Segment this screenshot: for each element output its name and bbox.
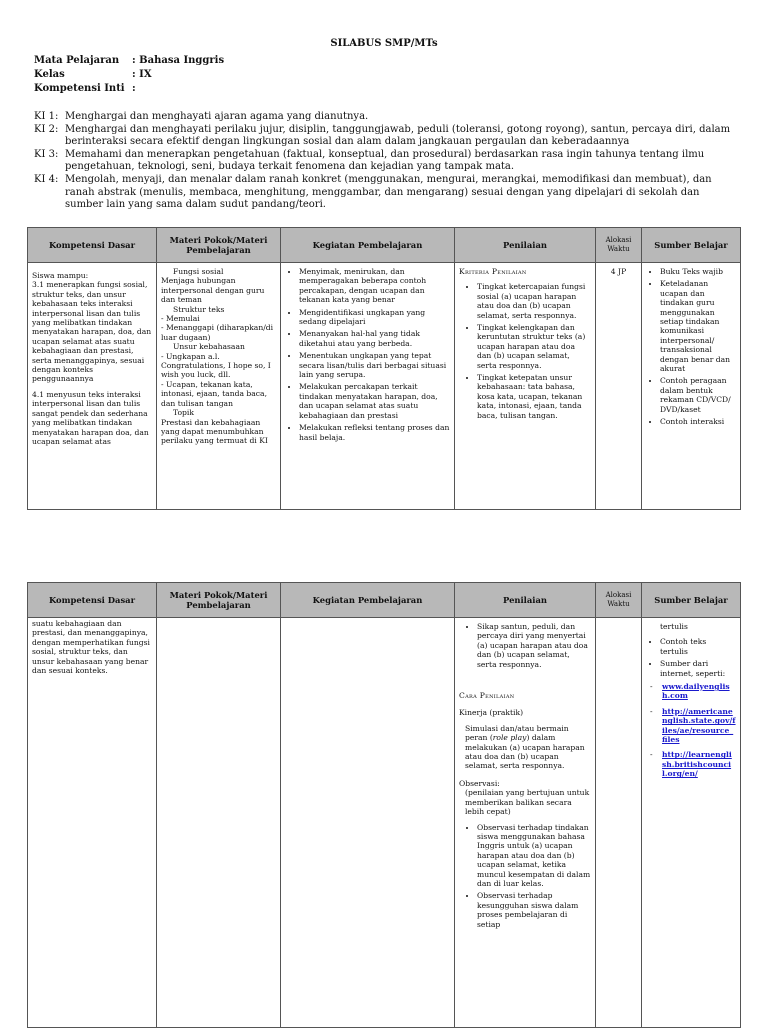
meta-core-competence bbox=[34, 82, 224, 96]
table-header-row bbox=[28, 583, 741, 618]
ki-text: Menghargai dan menghayati perilaku jujur, disiplin, tanggungjawab, peduli (toleransi, gotong royong), santun, percaya diri, dalam berinteraksi secara efektif dengan lingkungan sosial dan alam dalam jangkauan pergaulan dan keberadaannya bbox=[65, 123, 731, 148]
column-header: Penilaian bbox=[455, 228, 596, 263]
alokasi-cell bbox=[596, 618, 642, 1028]
link-item bbox=[650, 707, 736, 745]
materi-heading: Topik bbox=[173, 408, 194, 418]
sumber-text: tertulis bbox=[660, 622, 688, 631]
dash-bullet: - bbox=[650, 750, 653, 760]
meta-key: Kompetensi Inti bbox=[34, 83, 125, 94]
kd-text: suatu kebahagiaan dan prestasi, dan menanggapinya, dengan memperhatikan fungsi sosial, struktur teks, dan unsur kebahasaan yang benar dan sesuai konteks. bbox=[32, 619, 150, 676]
list-item: • Menentukan ungkapan yang tepat secara lisan/tulis dari berbagai situasi lain yang serupa. bbox=[299, 351, 450, 379]
ki-label: KI 3: bbox=[34, 148, 59, 160]
kd-cell bbox=[28, 263, 157, 510]
materi-cell bbox=[157, 263, 281, 510]
list-item: • Contoh peragaan dalam bentuk rekaman CD/VCD/ DVD/kaset bbox=[660, 376, 736, 414]
column-header: Kegiatan Pembelajaran bbox=[281, 583, 455, 618]
table-row bbox=[28, 263, 741, 510]
kegiatan-cell bbox=[281, 263, 455, 510]
role-play-term: role play bbox=[492, 733, 527, 743]
link-list bbox=[646, 682, 736, 779]
syllabus-table-1 bbox=[27, 227, 741, 510]
link-item bbox=[650, 750, 736, 778]
resource-link[interactable]: http://learnenglish.britishcouncil.org/en/ bbox=[662, 750, 732, 779]
materi-heading: Fungsi sosial bbox=[173, 267, 224, 276]
link-item bbox=[650, 682, 736, 701]
simulasi-part: Simulasi dan/atau bermain peran ( bbox=[465, 723, 569, 743]
ki-text: Menghargai dan menghayati ajaran agama yang dianutnya. bbox=[65, 111, 369, 122]
ki-item bbox=[34, 111, 734, 124]
meta-key: Kelas bbox=[34, 69, 65, 80]
meta-subject bbox=[34, 54, 224, 68]
materi-heading: Unsur kebahasaan bbox=[173, 342, 245, 352]
list-item: • Melakukan refleksi tentang proses dan hasil belaja. bbox=[299, 423, 450, 442]
materi-text: Menjaga hubungan interpersonal dengan guru dan teman bbox=[161, 276, 265, 305]
document-meta bbox=[34, 54, 224, 96]
syllabus-table-2 bbox=[27, 582, 741, 1028]
list-item: • Contoh interaksi bbox=[660, 417, 736, 426]
column-header: Materi Pokok/Materi Pembelajaran bbox=[157, 228, 281, 263]
alokasi-value: 4 JP bbox=[610, 267, 627, 276]
column-header: Sumber Belajar bbox=[642, 228, 741, 263]
ki-item bbox=[34, 149, 734, 174]
list-item: • Observasi terhadap kesungguhan siswa dalam proses pembelajaran di setiap bbox=[477, 891, 591, 929]
meta-key: Mata Pelajaran bbox=[34, 55, 120, 66]
sumber-list bbox=[646, 267, 736, 427]
list-item: • Keteladanan ucapan dan tindakan guru menggunakan setiap tindakan komunikasi interpersonal/ transaksional dengan benar dan akurat bbox=[660, 279, 736, 373]
list-item: • Tingkat ketepatan unsur kebahasaan: tata bahasa, kosa kata, ucapan, tekanan kata, intonasi, ejaan, tanda baca, tulisan tangan. bbox=[477, 373, 591, 420]
simulasi-text bbox=[459, 724, 591, 771]
dash-bullet: - bbox=[650, 706, 653, 716]
ki-label: KI 2: bbox=[34, 123, 59, 135]
penilaian-cell bbox=[455, 263, 596, 510]
ki-item bbox=[34, 174, 734, 212]
penilaian-heading: Kriteria Penilaian bbox=[459, 267, 527, 276]
table-header-row bbox=[28, 228, 741, 263]
kd-text: 3.1 menerapkan fungsi sosial, struktur teks, dan unsur kebahasaan teks interaksi interpersonal lisan dan tulis yang melibatkan tindakan menyatakan harapan, doa, dan ucapan selamat atas suatu kebahagiaan dan prestasi, serta menanggapinya, sesuai dengan konteks penggunaannya bbox=[32, 280, 152, 384]
simulasi-part: ) dalam melakukan (a) ucapan harapan atau doa dan (b) ucapan selamat, serta responnya. bbox=[465, 733, 585, 771]
materi-text: Prestasi dan kebahagiaan yang dapat menumbuhkan perilaku yang termuat di KI bbox=[161, 417, 268, 446]
cara-penilaian-heading: Cara Penilaian bbox=[459, 691, 515, 701]
observasi-note: (penilaian yang bertujuan untuk memberikan balikan secara lebih cepat) bbox=[465, 788, 590, 817]
penilaian-cell bbox=[455, 618, 596, 1028]
resource-link[interactable]: http://americanenglish.state.gov/files/ae/resource_files bbox=[662, 706, 736, 745]
observasi-heading: Observasi: bbox=[459, 778, 500, 788]
column-header: Kompetensi Dasar bbox=[28, 583, 157, 618]
column-header: Penilaian bbox=[455, 583, 596, 618]
observasi-list bbox=[459, 823, 591, 929]
list-item: • Tingkat ketercapaian fungsi sosial (a) ucapan harapan atau doa dan (b) ucapan selamat, serta responnya. bbox=[477, 282, 591, 320]
kegiatan-list bbox=[285, 267, 450, 442]
list-item: • Contoh teks tertulis bbox=[660, 637, 736, 656]
alokasi-cell bbox=[596, 263, 642, 510]
column-header: Alokasi Waktu bbox=[596, 583, 642, 618]
materi-text: - Ungkapan a.l. Congratulations, I hope so, I wish you luck, dll. bbox=[161, 351, 271, 380]
sumber-list bbox=[646, 637, 736, 678]
materi-text: - Ucapan, tekanan kata, intonasi, ejaan, tanda baca, dan tulisan tangan bbox=[161, 379, 267, 408]
meta-value: : bbox=[132, 83, 136, 94]
column-header: Sumber Belajar bbox=[642, 583, 741, 618]
sumber-cell bbox=[642, 263, 741, 510]
document-title: SILABUS SMP/MTs bbox=[330, 38, 438, 49]
column-header: Materi Pokok/Materi Pembelajaran bbox=[157, 583, 281, 618]
ki-label: KI 1: bbox=[34, 111, 59, 122]
table-row bbox=[28, 618, 741, 1028]
materi-text: - Menanggapi (diharapkan/di luar dugaan) bbox=[161, 323, 274, 342]
ki-label: KI 4: bbox=[34, 173, 59, 185]
list-item: • Mengidentifikasi ungkapan yang sedang dipelajari bbox=[299, 308, 450, 327]
column-header: Kegiatan Pembelajaran bbox=[281, 228, 455, 263]
ki-text: Mengolah, menyaji, dan menalar dalam ranah konkret (menggunakan, mengurai, merangkai, memodifikasi dan membuat), dan ranah abstrak (menulis, membaca, menghitung, menggambar, dan mengarang) sesuai dengan yang dipelajari di sekolah dan sumber lain yang sama dalam sudut pandang/teori. bbox=[65, 173, 712, 211]
list-item: • Observasi terhadap tindakan siswa menggunakan bahasa Inggris untuk (a) ucapan harapan atau doa dan (b) ucapan selamat, ketika muncul kesempatan di dalam dan di luar kelas. bbox=[477, 823, 591, 889]
meta-value: : IX bbox=[132, 69, 152, 80]
list-item: • Menyimak, menirukan, dan memperagakan beberapa contoh percakapan, dengan ucapan dan tekanan kata yang benar bbox=[299, 267, 450, 305]
list-item: • Sumber dari internet, seperti: bbox=[660, 659, 736, 678]
core-competence-list bbox=[34, 111, 734, 212]
ki-item bbox=[34, 124, 734, 149]
kinerja-heading: Kinerja (praktik) bbox=[459, 708, 524, 718]
ki-text: Memahami dan menerapkan pengetahuan (faktual, konseptual, dan prosedural) berdasarkan rasa ingin tahunya tentang ilmu pengetahuan, teknologi, seni, budaya terkait fenomena dan kejadian yang tampak mata. bbox=[65, 148, 705, 173]
kd-text: 4.1 menyusun teks interaksi interpersonal lisan dan tulis sangat pendek dan sederhana yang melibatkan tindakan menyatakan harapan doa, dan ucapan selamat atas bbox=[32, 389, 149, 446]
meta-class bbox=[34, 68, 224, 82]
list-item: • Tingkat kelengkapan dan keruntutan struktur teks (a) ucapan harapan atau doa dan (b) ucapan selamat, serta responnya. bbox=[477, 323, 591, 370]
kd-cell bbox=[28, 618, 157, 1028]
resource-link[interactable]: www.dailyenglish.com bbox=[662, 682, 730, 701]
sumber-cell bbox=[642, 618, 741, 1028]
column-header: Alokasi Waktu bbox=[596, 228, 642, 263]
list-item: • Sikap santun, peduli, dan percaya diri yang menyertai (a) ucapan harapan atau doa dan (b) ucapan selamat, serta responnya. bbox=[477, 622, 591, 669]
penilaian-list bbox=[459, 282, 591, 420]
meta-value: : Bahasa Inggris bbox=[132, 55, 225, 66]
list-item: • Menanyakan hal-hal yang tidak diketahui atau yang berbeda. bbox=[299, 329, 450, 348]
materi-cell bbox=[157, 618, 281, 1028]
kegiatan-cell bbox=[281, 618, 455, 1028]
penilaian-list bbox=[459, 622, 591, 669]
materi-heading: Struktur teks bbox=[173, 304, 225, 314]
list-item: • Melakukan percakapan terkait tindakan menyatakan harapan, doa, dan ucapan selamat atas suatu kebahagiaan dan prestasi bbox=[299, 382, 450, 420]
kd-text: Siswa mampu: bbox=[32, 271, 89, 280]
materi-text: - Memulai bbox=[161, 314, 200, 324]
list-item: • Buku Teks wajib bbox=[660, 267, 736, 276]
dash-bullet: - bbox=[650, 682, 653, 692]
column-header: Kompetensi Dasar bbox=[28, 228, 157, 263]
